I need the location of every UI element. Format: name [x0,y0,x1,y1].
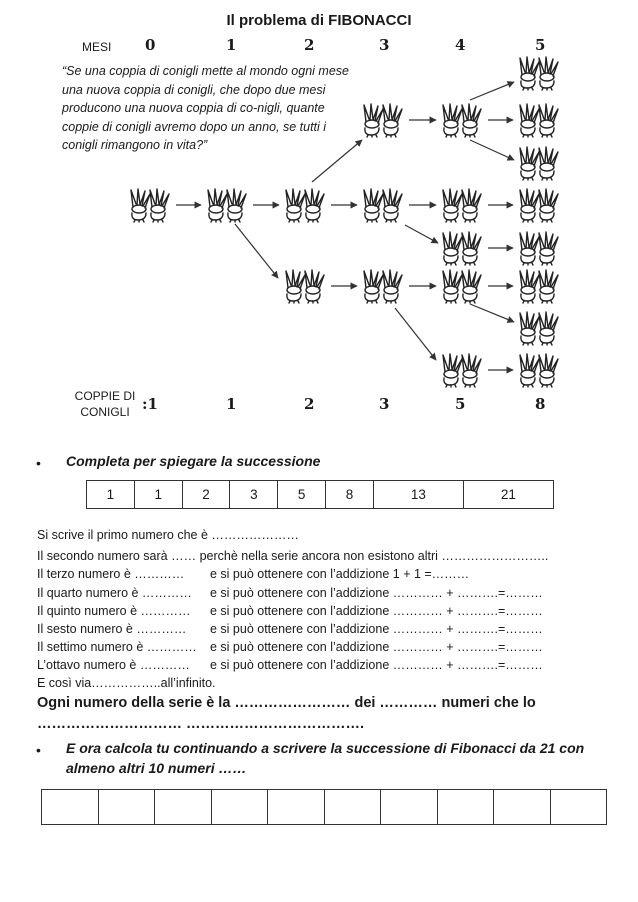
page-title: Il problema di FIBONACCI [226,12,412,29]
pairs-count-2: 2 [304,395,315,413]
exercise-line-1: Si scrive il primo numero che è ………………… [37,528,299,542]
final-instruction: E ora calcola tu continuando a scrivere la successione di Fibonacci da 21 con almeno altri 10 numeri …… [66,740,585,776]
exercise-line-3-addition: e si può ottenere con l’addizione 1 + 1 =……… [210,567,470,581]
sequence-cell: 2 [182,481,230,509]
answer-cell[interactable] [268,790,325,825]
month-3: 3 [379,36,390,54]
rabbit-pair-icon [208,189,246,222]
answer-cell[interactable] [155,790,212,825]
pairs-count-0: :1 [142,395,158,413]
rabbit-pair-icon [520,57,558,90]
bullet: • [36,742,41,758]
rabbit-pair-icon [520,147,558,180]
rabbit-pair-icon [443,270,481,303]
rabbit-pair-icon [520,189,558,222]
exercise-line-6: Il sesto numero è ………… [37,622,187,636]
rabbit-pair-icon [520,354,558,387]
section-heading: Completa per spiegare la successione [66,453,321,469]
answer-cell[interactable] [437,790,494,825]
rabbit-pair-icon [286,270,324,303]
sequence-cell: 1 [87,481,135,509]
exercise-line-8: L’ottavo numero è ………… [37,658,190,672]
exercise-line-8-addition: e si può ottenere con l’addizione ………… + ……….=……… [210,658,543,672]
pairs-label: COPPIE DI CONIGLI [74,389,136,419]
rabbit-pair-icon [520,270,558,303]
sequence-table [86,480,554,509]
pairs-count-5: 8 [535,395,546,413]
answer-cell[interactable] [98,790,155,825]
exercise-line-7: Il settimo numero è ………… [37,640,197,654]
answer-cell[interactable] [494,790,551,825]
months-label: MESI [82,40,112,54]
exercise-line-9: E così via……………..all’infinito. [37,676,216,690]
rabbit-pair-icon [286,189,324,222]
pairs-count-1: 1 [226,395,237,413]
rabbit-pair-icon [131,189,169,222]
rabbit-pair-icon [443,189,481,222]
sequence-cell: 5 [278,481,326,509]
exercise-line-3: Il terzo numero è ………… [37,567,185,581]
rabbit-pair-icon [443,104,481,137]
rabbit-pair-icon [520,232,558,265]
answer-cell[interactable] [550,790,607,825]
sequence-cell: 3 [230,481,278,509]
answer-cell[interactable] [381,790,438,825]
sequence-cell: 13 [373,481,463,509]
month-0: 0 [145,36,156,54]
exercise-line-5-addition: e si può ottenere con l’addizione ………… + ……….=……… [210,604,543,618]
answer-cell[interactable] [211,790,268,825]
rabbit-pair-icon [443,232,481,265]
summary-line-2: ………………………… ………………………………. [37,716,365,732]
month-2: 2 [304,36,315,54]
sequence-cell: 8 [326,481,374,509]
exercise-line-5: Il quinto numero è ………… [37,604,191,618]
pairs-count-3: 3 [379,395,390,413]
answer-cell[interactable] [324,790,381,825]
rabbit-pair-icon [443,354,481,387]
rabbit-pair-icon [520,312,558,345]
sequence-cell: 21 [463,481,553,509]
bullet: • [36,455,41,471]
rabbit-pair-icon [520,104,558,137]
problem-quote: “Se una coppia di conigli mette al mondo ogni mese una nuova coppia di conigli, che dopo due mesi producono una nuova coppia di co-nigli, quante coppie di conigli avremo dopo un anno, se tutti i conigli rimangono in vita?” [62,64,349,152]
exercise-line-2: Il secondo numero sarà …… perchè nella serie ancora non esistono altri …………………….. [37,549,549,563]
answer-cell[interactable] [42,790,99,825]
month-5: 5 [535,36,546,54]
summary-line-1: Ogni numero della serie è la …………………… dei ………… numeri che lo [37,695,536,711]
exercise-line-4-addition: e si può ottenere con l’addizione ………… + ……….=……… [210,586,543,600]
answer-table [41,789,607,825]
rabbit-pair-icon [364,270,402,303]
rabbit-pair-icon [364,104,402,137]
exercise-line-6-addition: e si può ottenere con l’addizione ………… + ……….=……… [210,622,543,636]
exercise-line-7-addition: e si può ottenere con l’addizione ………… + ……….=……… [210,640,543,654]
exercise-line-4: Il quarto numero è ………… [37,586,192,600]
rabbit-pair-icon [364,189,402,222]
month-1: 1 [226,36,237,54]
sequence-cell: 1 [134,481,182,509]
month-4: 4 [455,36,466,54]
pairs-count-4: 5 [455,395,466,413]
